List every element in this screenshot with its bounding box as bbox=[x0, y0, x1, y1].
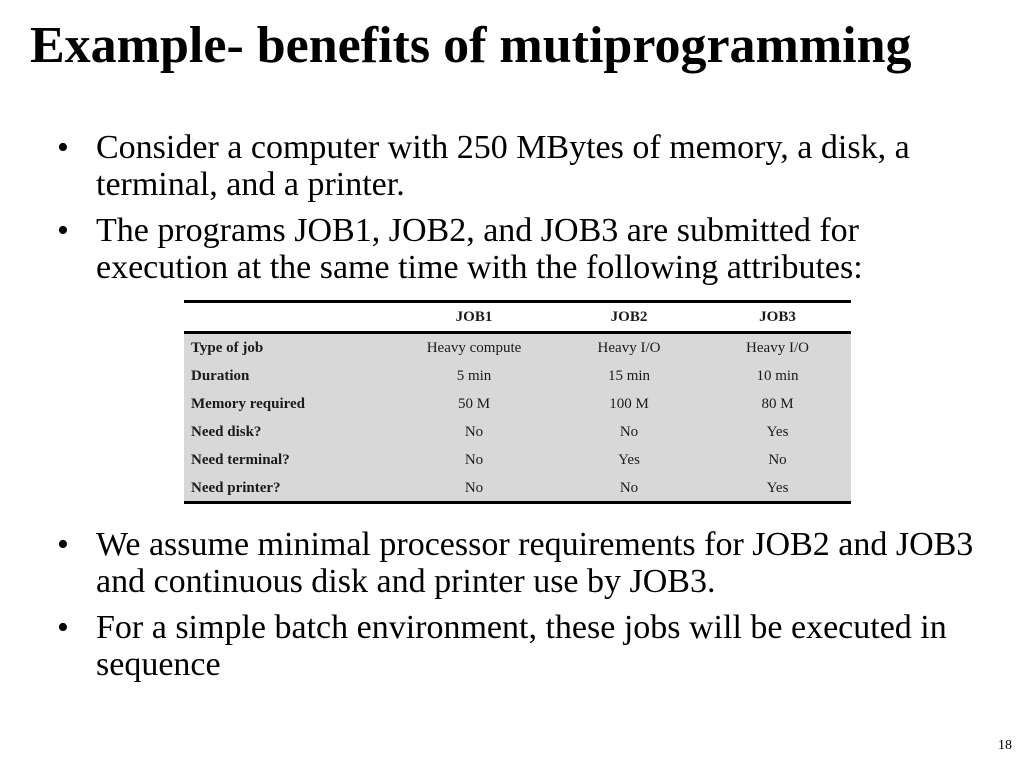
table-cell: No bbox=[464, 451, 484, 468]
job-table bbox=[184, 303, 851, 502]
table-cell: 80 M bbox=[761, 395, 794, 412]
table-cell: Yes bbox=[618, 451, 640, 468]
table-header-job3: JOB3 bbox=[704, 303, 851, 333]
table-cell-attribute: Need disk? bbox=[191, 423, 262, 440]
bullet-item: • For a simple batch environment, these jobs will be executed in sequence bbox=[96, 609, 996, 683]
table-cell: 100 M bbox=[609, 395, 649, 412]
bullet-item: • We assume minimal processor requirements for JOB2 and JOB3 and continuous disk and printer use by JOB3. bbox=[96, 526, 996, 600]
bullet-item: • The programs JOB1, JOB2, and JOB3 are submitted for execution at the same time with the following attributes: bbox=[96, 212, 996, 286]
table-cell: No bbox=[768, 451, 787, 468]
table-cell: 10 min bbox=[756, 367, 799, 384]
table-header-job1: JOB1 bbox=[394, 303, 554, 333]
slide-title: Example- benefits of mutiprogramming bbox=[30, 17, 912, 74]
table-cell: Heavy I/O bbox=[746, 339, 809, 356]
table-header-job2: JOB2 bbox=[554, 303, 704, 333]
table-row bbox=[184, 418, 851, 446]
table-header-row bbox=[184, 303, 851, 333]
table-cell: 15 min bbox=[607, 367, 651, 384]
table-cell-attribute: Duration bbox=[191, 367, 250, 384]
table-cell: No bbox=[619, 423, 639, 440]
table-row bbox=[184, 446, 851, 474]
table-row bbox=[184, 362, 851, 390]
table-cell: No bbox=[619, 479, 639, 496]
table-cell-attribute: Type of job bbox=[191, 339, 264, 356]
table-cell: No bbox=[464, 479, 484, 496]
table-cell-attribute: Need printer? bbox=[191, 479, 281, 496]
table-cell-attribute: Need terminal? bbox=[191, 451, 290, 468]
table-cell: Heavy compute bbox=[426, 339, 522, 356]
table-cell: Heavy I/O bbox=[597, 339, 661, 356]
table-cell: Yes bbox=[766, 479, 789, 496]
table-cell: No bbox=[464, 423, 484, 440]
table-row bbox=[184, 333, 851, 363]
bullet-list-bottom bbox=[96, 526, 996, 692]
bullet-list-top bbox=[96, 129, 996, 295]
table-cell: 50 M bbox=[457, 395, 491, 412]
page-number: 18 bbox=[998, 738, 1012, 753]
job-attributes-table bbox=[184, 300, 851, 504]
table-row bbox=[184, 390, 851, 418]
table-cell: Yes bbox=[766, 423, 789, 440]
bullet-item: • Consider a computer with 250 MBytes of memory, a disk, a terminal, and a printer. bbox=[96, 129, 996, 203]
table-header-attribute bbox=[184, 303, 394, 333]
table-cell: 5 min bbox=[456, 367, 492, 384]
table-cell-attribute: Memory required bbox=[191, 395, 306, 412]
table-row bbox=[184, 474, 851, 502]
